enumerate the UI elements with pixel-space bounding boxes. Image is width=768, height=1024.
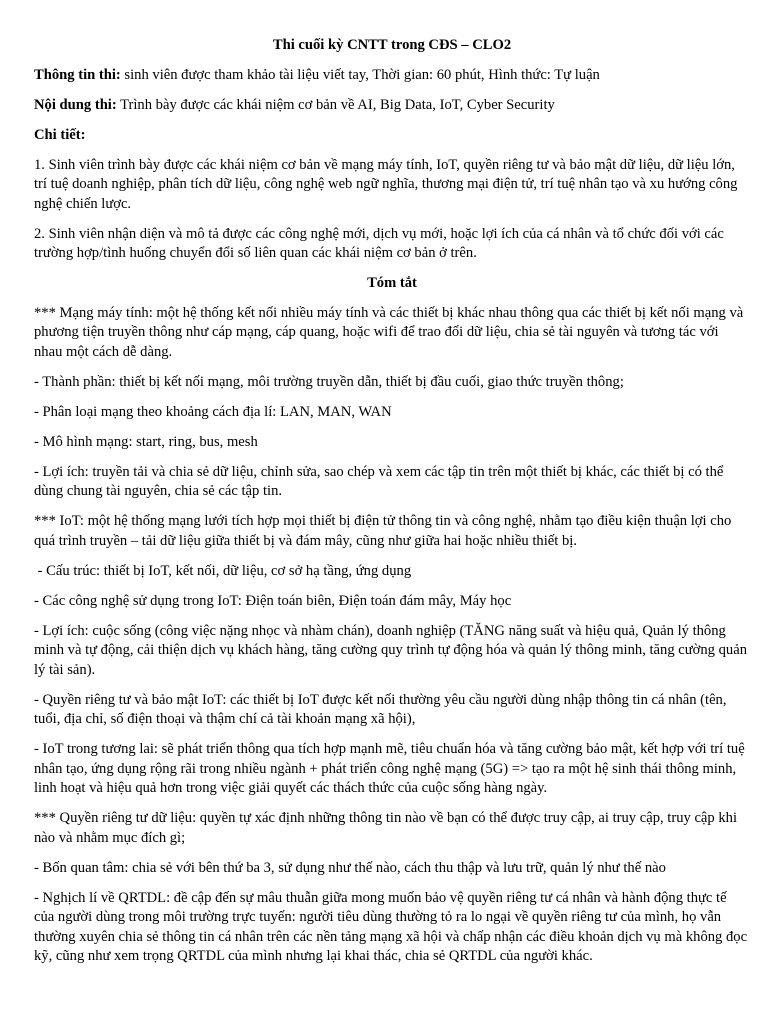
summary-paragraph: - Mô hình mạng: start, ring, bus, mesh (34, 433, 258, 450)
summary-paragraph: - Quyền riêng tư và bảo mật IoT: các thiết bị IoT được kết nối thường yêu cầu người dùng nhập thông tin cá nhân (tên, tuổi, địa chỉ, số điện thoại và thậm chí cả tài khoản mạng xã hội), (34, 691, 727, 727)
exam-content-text: Trình bày được các khái niệm cơ bản về AI, Big Data, IoT, Cyber Security (116, 96, 555, 113)
summary-paragraph: - Nghịch lí về QRTDL: đề cập đến sự mâu thuẫn giữa mong muốn bảo vệ quyền riêng tư cá nhân và hành động thực tế của người dùng trong môi trường trực tuyến: người tiêu dùng thường tỏ ra lo ngại về quyền riêng tư của mình, họ vẫn thường xuyên chia sẻ thông tin cá nhân trên các nền tảng mạng xã hội và chấp nhận các điều khoản dịch vụ mà không đọc kỹ, cũng như xem trọng QRTDL của mình nhưng lại khai thác, chia sẻ QRTDL của người khác. (34, 889, 748, 964)
exam-info-paragraph (34, 66, 750, 86)
summary-paragraph: - Lợi ích: truyền tải và chia sẻ dữ liệu, chỉnh sửa, sao chép và xem các tập tin trên một thiết bị khác, các thiết bị có thể dùng chung tài nguyên, chia sẻ các tập tin. (34, 463, 724, 499)
detail-item: 2. Sinh viên nhận diện và mô tả được các công nghệ mới, dịch vụ mới, hoặc lợi ích của cá nhân và tổ chức đối với các trường hợp/tình huống chuyển đổi số liên quan các khái niệm cơ bản ở trên. (34, 225, 724, 261)
summary-paragraph: *** IoT: một hệ thống mạng lưới tích hợp mọi thiết bị điện tử thông tin và công nghệ, nhằm tạo điều kiện thuận lợi cho quá trình truyền – tải dữ liệu giữa thiết bị và đám mây, cũng như giữa hai hoặc nhiều thiết bị. (34, 513, 732, 549)
details-heading: Chi tiết: (34, 126, 86, 143)
exam-content-paragraph (34, 96, 750, 116)
exam-info-label: Thông tin thi: (34, 66, 121, 83)
summary-paragraph: - IoT trong tương lai: sẽ phát triển thông qua tích hợp mạnh mẽ, tiêu chuẩn hóa và tăng cường bảo mật, kết hợp với trí tuệ nhân tạo, ứng dụng rộng rãi trong nhiều ngành + phát triển công nghệ mạng (5G) => tạo ra một hệ sinh thái thông minh, linh hoạt và hiệu quả hơn trong việc giải quyết các thách thức của cuộc sống hàng ngày. (34, 741, 745, 796)
summary-paragraph: - Thành phần: thiết bị kết nối mạng, môi trường truyền dẫn, thiết bị đầu cuối, giao thức truyền thông; (34, 373, 624, 390)
summary-paragraph: *** Mạng máy tính: một hệ thống kết nối nhiều máy tính và các thiết bị khác nhau thông qua các thiết bị kết nối mạng và phương tiện truyền thông như cáp mạng, cáp quang, hoặc wifi để trao đổi dữ liệu, chia sẻ tài nguyên và tương tác với nhau một cách dễ dàng. (34, 304, 744, 360)
summary-paragraph: - Cấu trúc: thiết bị IoT, kết nối, dữ liệu, cơ sở hạ tầng, ứng dụng (34, 562, 412, 579)
summary-paragraph: *** Quyền riêng tư dữ liệu: quyền tự xác định những thông tin nào về bạn có thể được truy cập, ai truy cập, truy cập khi nào và nhằm mục đích gì; (34, 810, 738, 846)
exam-content-label: Nội dung thi: (34, 96, 117, 113)
summary-paragraph: - Bốn quan tâm: chia sẻ với bên thứ ba 3, sử dụng như thế nào, cách thu thập và lưu trữ, quản lý như thế nào (34, 859, 666, 876)
summary-paragraph: - Phân loại mạng theo khoảng cách địa lí: LAN, MAN, WAN (34, 403, 392, 420)
document-title: Thi cuối kỳ CNTT trong CĐS – CLO2 (272, 37, 512, 53)
exam-info-text: sinh viên được tham khảo tài liệu viết tay, Thời gian: 60 phút, Hình thức: Tự luận (120, 66, 600, 83)
detail-item: 1. Sinh viên trình bày được các khái niệm cơ bản về mạng máy tính, IoT, quyền riêng tư và bảo mật dữ liệu, dữ liệu lớn, trí tuệ doanh nghiệp, phân tích dữ liệu, công nghệ web ngữ nghĩa, thương mại điện tử, trí tuệ nhân tạo và xu hướng công nghệ chiến lược. (34, 156, 738, 212)
summary-paragraph: - Các công nghệ sử dụng trong IoT: Điện toán biên, Điện toán đám mây, Máy học (34, 592, 512, 609)
summary-heading: Tóm tắt (367, 275, 417, 291)
summary-paragraph: - Lợi ích: cuộc sống (công việc nặng nhọc và nhàm chán), doanh nghiệp (TĂNG năng suất và hiệu quả, Quản lý thông minh và tự động, cải thiện dịch vụ khách hàng, tăng cường quy trình tự động hóa và quản lý thông minh, tăng cường quản lý tài sản). (34, 622, 747, 678)
